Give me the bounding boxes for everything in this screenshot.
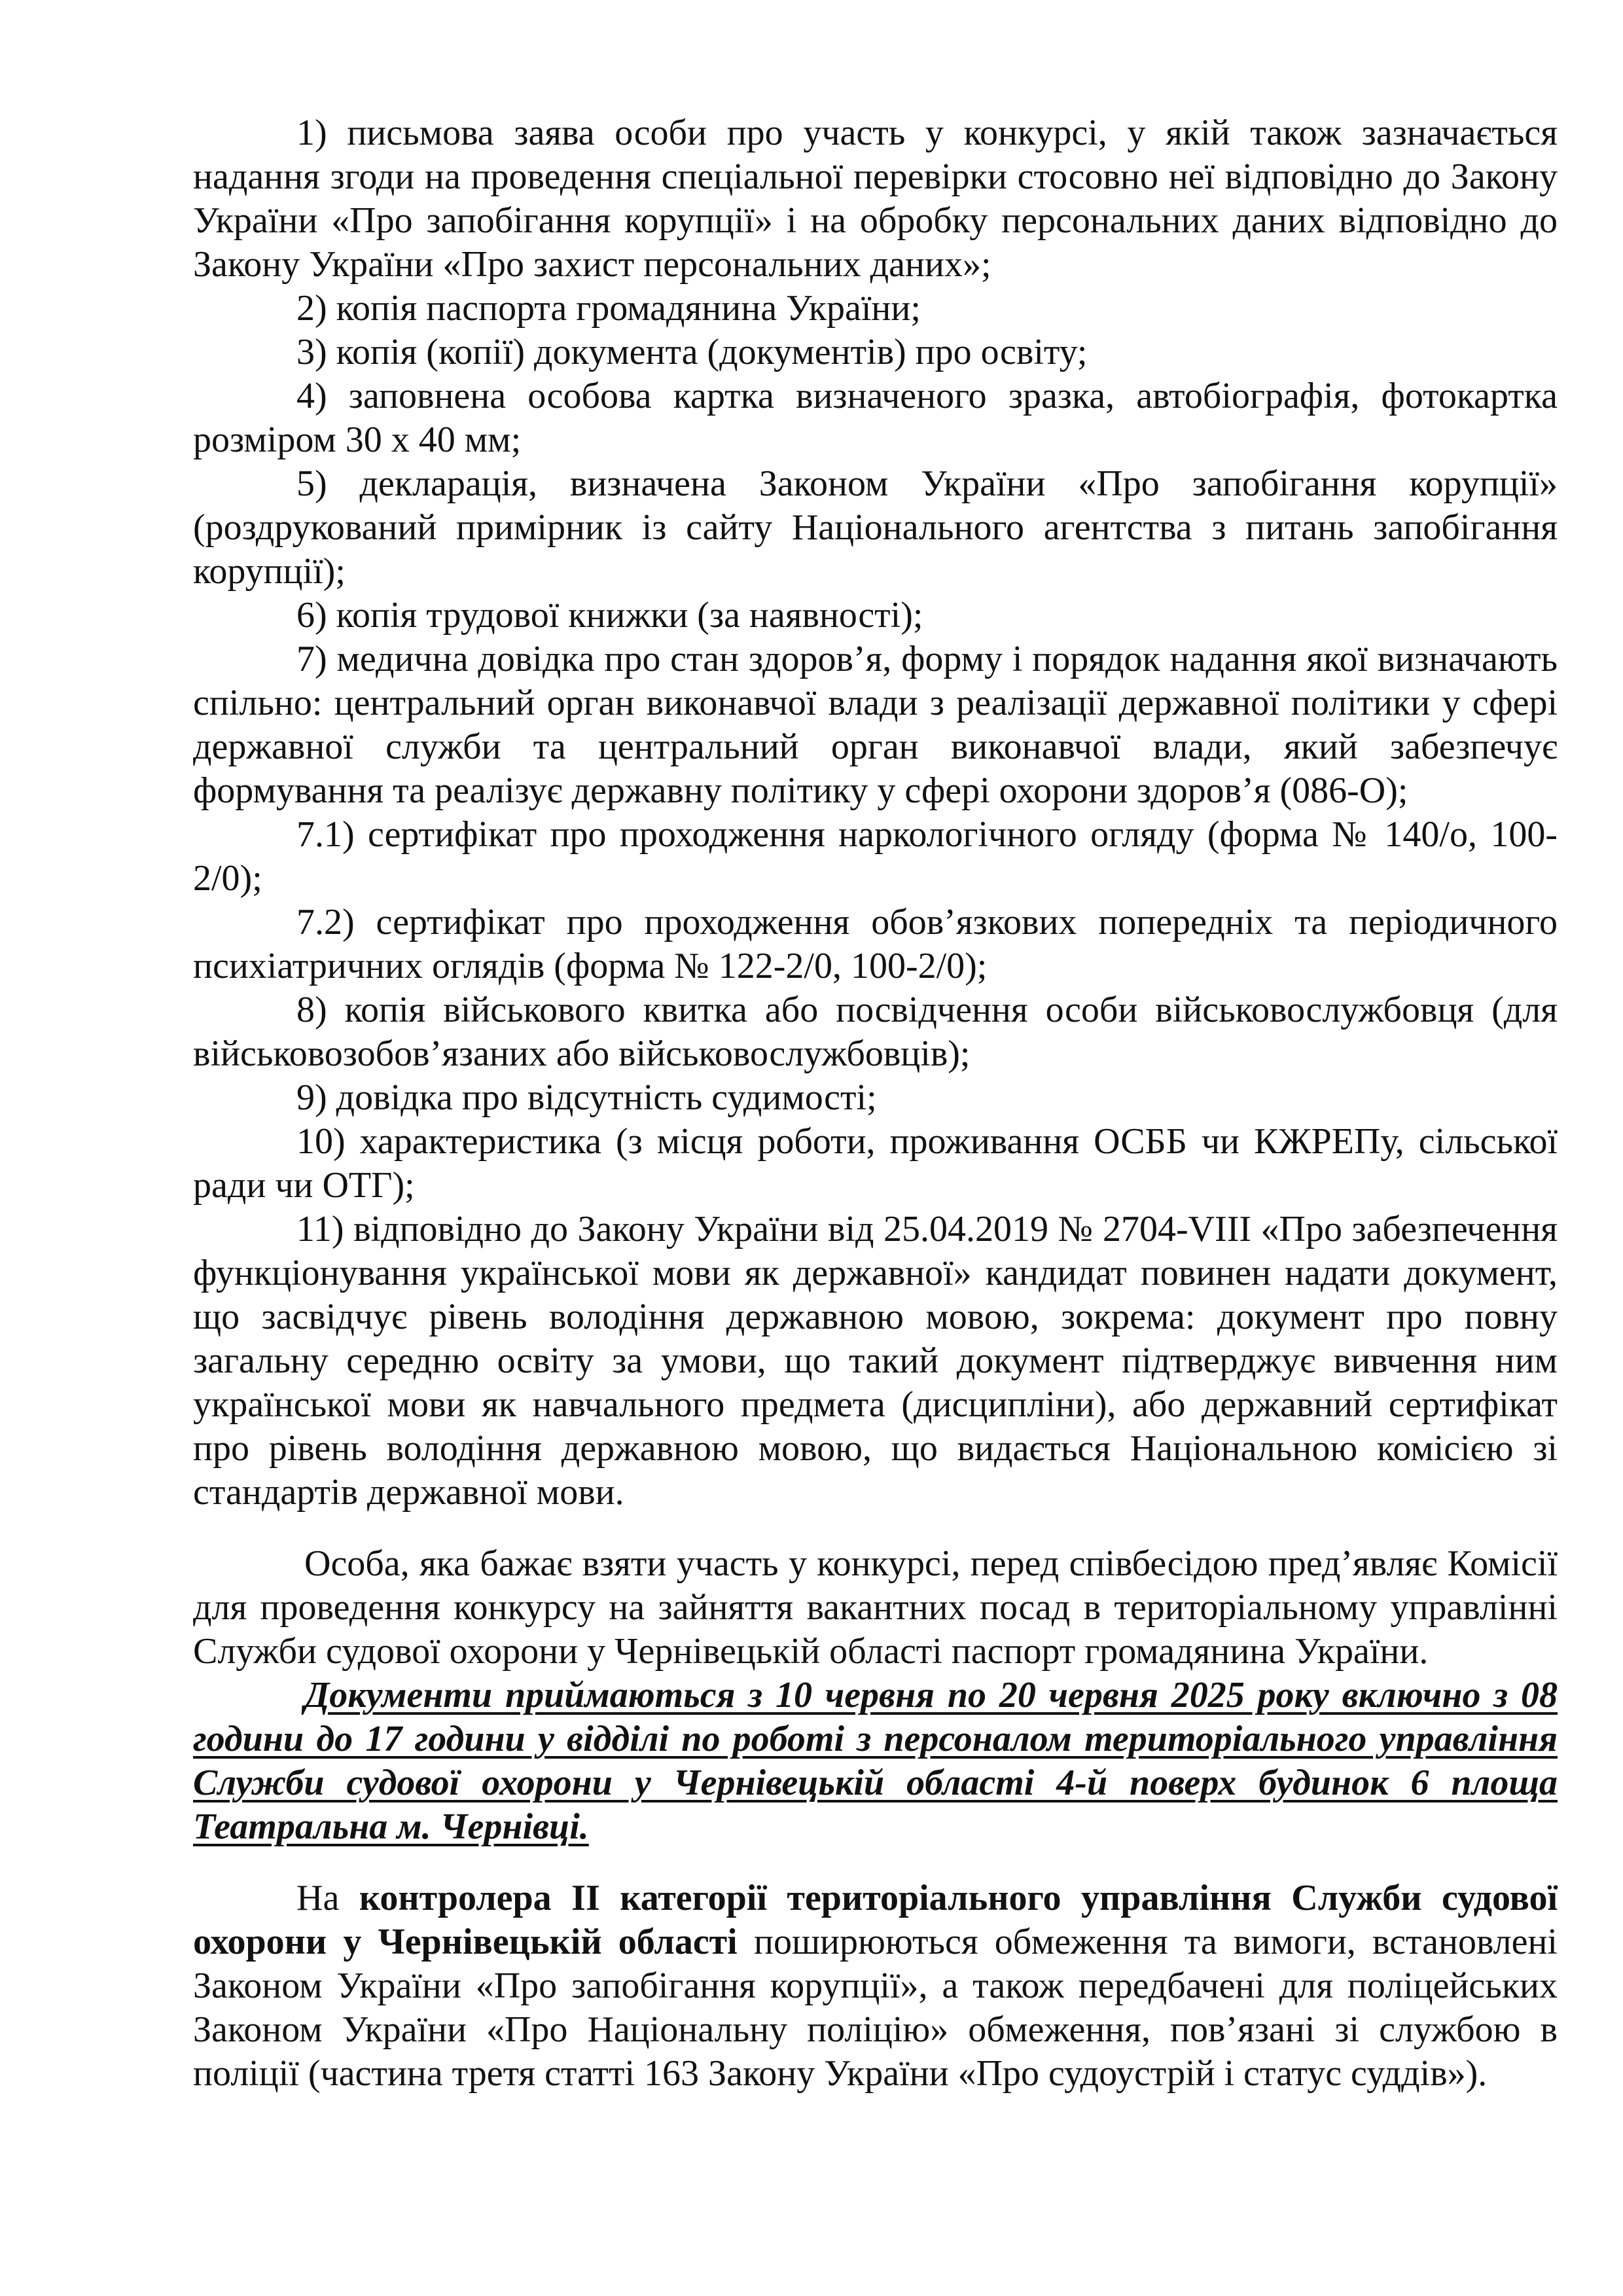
document-list-item: 5) декларація, визначена Законом України «Про запобігання корупції» (роздрукований примірник із сайту Національного агентства з питань запобігання корупції); [193, 463, 1558, 592]
restrictions-position-title: контролера ІІ категорії територіального управління Служби судової охорони у Чернівецькій області [193, 1878, 1558, 1962]
document-list-item: 7) медична довідка про стан здоров’я, форму і порядок надання якої визначають спільно: центральний орган виконавчої влади з реалізації державної політики у сфері державної служби та центральний орган виконавчої влади, який забезпечує формування та реалізує державну політику у сфері охорони здоров’я (086-О); [193, 639, 1558, 811]
document-list-item: 10) характеристика (з місця роботи, проживання ОСББ чи КЖРЕПу, сільської ради чи ОТГ); [193, 1121, 1558, 1206]
document-list-item: 2) копія паспорта громадянина України; [296, 288, 921, 329]
document-text [193, 111, 1558, 2096]
document-list-item: 11) відповідно до Закону України від 25.04.2019 № 2704-VIII «Про забезпечення функціонування української мови як державної» кандидат повинен надати документ, що засвідчує рівень володіння державною мовою, зокрема: документ про повну загальну середню освіту за умови, що такий документ підтверджує вивчення ним української мови як навчального предмета (дисципліни), або державний сертифікат про рівень володіння державною мовою, що видається Національною комісією зі стандартів державної мови. [193, 1209, 1558, 1513]
deadline-notice: Документи приймаються з 10 червня по 20 червня 2025 року включно з 08 години до 17 години у відділі по роботі з персоналом територіального управління Служби судової охорони у Чернівецькій області 4-й поверх будинок 6 площа Театральна м. Чернівці. [193, 1675, 1558, 1847]
restrictions-paragraph [193, 1876, 1558, 2096]
document-list-item: 6) копія трудової книжки (за наявності); [296, 595, 923, 636]
document-list-item: 1) письмова заява особи про участь у конкурсі, у якій також зазначається надання згоди на проведення спеціальної перевірки стосовно неї відповідно до Закону України «Про запобігання корупції» і на обробку персональних даних відповідно до Закону України «Про захист персональних даних»; [193, 113, 1558, 285]
restrictions-text: поширюються обмеження та вимоги, встановлені Законом України «Про запобігання корупції», а також передбачені для поліцейських Законом України «Про Національну поліцію» обмеження, пов’язані зі службою в поліції (частина третя статті 163 Закону України «Про судоустрій і статус суддів»). [193, 1922, 1558, 2094]
restrictions-prefix: На [296, 1878, 359, 1918]
document-list-item: 9) довідка про відсутність судимості; [296, 1077, 877, 1118]
document-list-item: 3) копія (копії) документа (документів) про освіту; [296, 332, 1088, 372]
document-list-item: 4) заповнена особова картка визначеного зразка, автобіографія, фотокартка розміром 30 х 40 мм; [193, 376, 1558, 460]
passport-notice: Особа, яка бажає взяти участь у конкурсі, перед співбесідою пред’являє Комісії для проведення конкурсу на зайняття вакантних посад в територіальному управлінні Служби судової охорони у Чернівецькій області паспорт громадянина України. [193, 1543, 1558, 1672]
document-list-item: 7.2) сертифікат про проходження обов’язкових попередніх та періодичного психіатричних оглядів (форма № 122-2/0, 100-2/0); [193, 902, 1558, 986]
document-list-item: 7.1) сертифікат про проходження наркологічного огляду (форма № 140/о, 100-2/0); [193, 814, 1558, 899]
document-list-item: 8) копія військового квитка або посвідчення особи військовослужбовця (для військовозобов’язаних або військовослужбовців); [193, 990, 1558, 1074]
